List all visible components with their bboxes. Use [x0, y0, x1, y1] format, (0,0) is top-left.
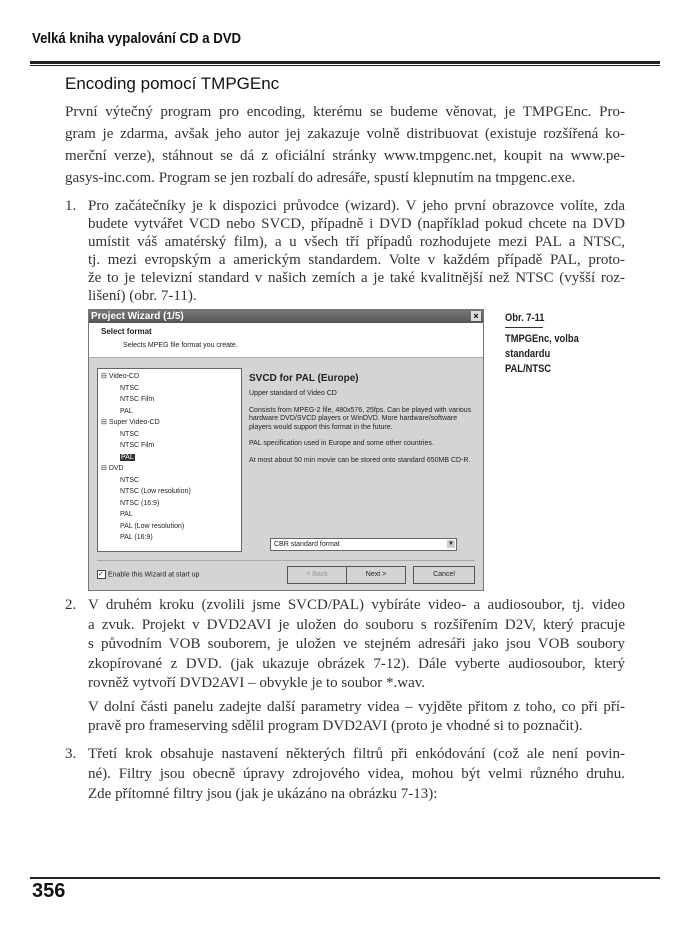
collapse-icon[interactable]: ⊟: [101, 373, 109, 380]
tree-item-label: NTSC: [120, 430, 140, 438]
tree-item[interactable]: [101, 418, 160, 427]
collapse-icon[interactable]: ⊟: [101, 419, 109, 426]
text-line: umístit váš amatérský film), a u všech tří případů rozhodujete mezi PAL a NTSC,: [88, 234, 625, 250]
tree-item-label: NTSC Film: [120, 442, 155, 449]
next-button[interactable]: Next >: [346, 566, 406, 584]
text-line: né). Filtry jsou obecně úpravy zdrojového videa, mohou být velmi různého druhu.: [88, 766, 625, 782]
list-number: 2.: [65, 597, 77, 613]
back-button[interactable]: < Back: [287, 566, 347, 584]
step-title: Select format: [101, 327, 152, 336]
text-line: Pro začátečníky je k dispozici průvodce (wizard). V jeho první obrazovce volíte, zda: [88, 198, 625, 214]
tree-item-label: NTSC (Low resolution): [120, 488, 191, 495]
text-line: tj. mezi evropským a americkým standardem. Volte v každém případě PAL, proto-: [88, 252, 625, 268]
cancel-button[interactable]: Cancel: [413, 566, 475, 584]
enable-wizard-checkbox[interactable]: [97, 570, 199, 579]
figure-caption-line: TMPGEnc, volba: [505, 333, 579, 345]
collapse-icon[interactable]: ⊟: [101, 465, 109, 472]
text-line: rovněž vytvoří DVD2AVI – obvykle je to soubor *.wav.: [88, 675, 426, 691]
tree-item[interactable]: [120, 395, 154, 404]
tree-item[interactable]: [120, 430, 139, 439]
window-title: Project Wizard (1/5): [91, 311, 184, 322]
text-line: První výtečný program pro encoding, kterému se budeme věnovat, je TMPGEnc. Pro-: [65, 104, 625, 120]
figure-caption-line: PAL/NTSC: [505, 363, 552, 375]
tree-item-label: Video-CD: [108, 373, 140, 380]
tree-item[interactable]: [120, 522, 184, 531]
tree-item[interactable]: [120, 476, 139, 485]
text-line: lišení) (obr. 7-11).: [88, 288, 197, 304]
info-paragraph: Consists from MPEG-2 file, 480x576, 25fps. Can be played with various hardware DVD/SVCD players or WinDVD. More hardware/software players would support this format in the future.: [249, 406, 472, 431]
info-text: [249, 390, 474, 473]
step-description: Selects MPEG file format you create.: [123, 342, 238, 349]
text-line: budete vytvářet VCD nebo SVCD, případně i DVD (například pokud chcete na DVD: [88, 216, 625, 232]
text-line: V druhém kroku (zvolili jsme SVCD/PAL) vybíráte video- a audiosoubor, tj. video: [88, 597, 625, 613]
footer-rule: [30, 877, 660, 879]
list-number: 3.: [65, 746, 77, 762]
tree-item[interactable]: [120, 453, 135, 462]
section-heading: Encoding pomocí TMPGEnc: [65, 74, 280, 93]
text-line: V dolní části panelu zadejte další parametry videa – vyjděte přitom z toho, co při pří-: [88, 698, 625, 715]
text-line: Zde přítomné filtry jsou (jak je ukázáno na obrázku 7-13):: [88, 786, 438, 802]
tree-item-label: NTSC (16:9): [120, 499, 160, 507]
info-title: SVCD for PAL (Europe): [249, 373, 359, 384]
tree-item[interactable]: [120, 510, 133, 519]
select-value: CBR standard format: [274, 541, 340, 548]
text-line: gasys-inc.com. Program se jen rozbalí do adresáře, spustí klepnutím na tmpgenc.exe.: [65, 170, 576, 186]
info-paragraph: At most about 50 min movie can be stored onto standard 650MB CD-R.: [249, 456, 471, 464]
figure-caption-line: Obr. 7-11: [505, 312, 545, 324]
page-number: 356: [32, 880, 66, 902]
tree-item[interactable]: [120, 441, 154, 450]
tree-item[interactable]: [120, 533, 153, 542]
bitrate-select[interactable]: [270, 538, 457, 551]
tree-item-label: DVD: [108, 465, 124, 472]
text-line: merční verze), stáhnout se dá z oficiální stránky www.tmpgenc.net, koupit na www.pe-: [65, 148, 625, 164]
tree-item[interactable]: [120, 499, 159, 508]
tree-item[interactable]: [120, 407, 133, 416]
checkbox-label: Enable this Wizard at start up: [107, 571, 200, 579]
info-paragraph: Upper standard of Video CD: [249, 390, 337, 397]
tree-item-label: NTSC: [120, 384, 140, 392]
format-tree[interactable]: [97, 368, 242, 552]
tree-item-label: PAL (Low resolution): [120, 522, 185, 530]
text-line: s původním VOB souborem, je uložen ve stejném adresáři jako jsou VOB soubory: [88, 636, 625, 652]
header-rule: [30, 61, 660, 64]
text-line: zkopírované z DVD. (jak ukazuje obrázek 7-12). Dále vyberte audiosoubor, který: [88, 655, 625, 672]
text-line: že to je televizní standard v našich zemích a je také kvalitnější než NTSC (vyšší roz-: [88, 270, 625, 286]
tree-item-label: NTSC: [120, 476, 140, 484]
text-line: a zvuk. Projekt v DVD2AVI je uložen do souboru s rozšířením D2V, který pracuje: [88, 616, 625, 633]
info-paragraph: PAL specification used in Europe and some other countries.: [249, 440, 434, 447]
header-rule-thin: [30, 65, 660, 66]
project-wizard-window: [88, 309, 484, 591]
tree-item[interactable]: [120, 487, 191, 496]
tree-item[interactable]: [120, 384, 139, 393]
text-line: gram je zdarma, avšak jeho autor jej zakazuje volně distribuovat (existuje rozšířená ko-: [65, 126, 625, 142]
close-icon[interactable]: ×: [471, 311, 481, 321]
tree-item-label: Super Video-CD: [108, 419, 160, 426]
tree-item-label: NTSC Film: [120, 396, 155, 403]
checkmark-icon: ✓: [97, 570, 106, 579]
tree-item-label: PAL: [121, 453, 134, 461]
divider: [97, 560, 475, 561]
list-number: 1.: [65, 198, 77, 214]
tree-item[interactable]: [101, 464, 124, 473]
tree-item-label: PAL: [120, 511, 133, 518]
text-line: Třetí krok obsahuje nastavení některých filtrů při enkódování (což ale není povin-: [88, 746, 625, 762]
caption-rule: [505, 327, 543, 328]
tree-item-label: PAL (16:9): [120, 534, 153, 541]
figure-caption-line: standardu: [505, 348, 551, 360]
chevron-down-icon[interactable]: ▼: [448, 541, 454, 547]
text-line: pravě pro frameserving sdělil program DVD2AVI (proto je vhodné si to poznačit).: [88, 718, 583, 734]
running-header: Velká kniha vypalování CD a DVD: [32, 30, 242, 47]
tree-item[interactable]: [101, 372, 139, 381]
tree-item-label: PAL: [120, 407, 133, 415]
